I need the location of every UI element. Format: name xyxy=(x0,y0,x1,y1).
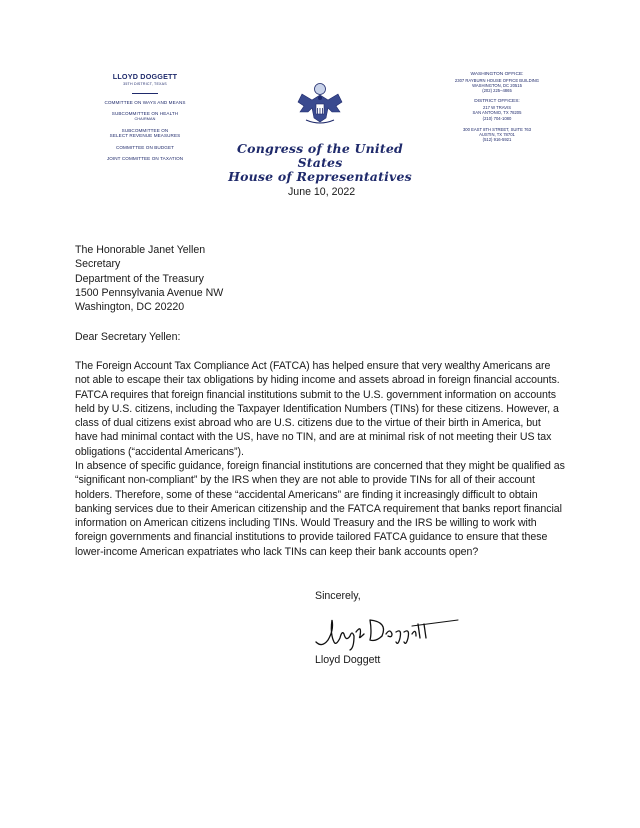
letterhead-right xyxy=(424,72,570,148)
house-line: House of Representatives xyxy=(228,169,412,184)
office-line: AUSTIN, TX 78701 xyxy=(479,132,515,138)
handwritten-signature-icon xyxy=(312,612,462,652)
signer-name: Lloyd Doggett xyxy=(315,654,381,666)
committee-item xyxy=(82,156,208,161)
committee-title: SUBCOMMITTEE ON HEALTH xyxy=(111,111,179,117)
recipient-address xyxy=(75,243,223,314)
office-line: WASHINGTON, DC 20515 xyxy=(472,83,522,88)
salutation: Dear Secretary Yellen: xyxy=(75,331,181,343)
washington-office xyxy=(424,72,570,93)
committee-title: COMMITTEE ON BUDGET xyxy=(115,144,175,150)
letterhead-center xyxy=(220,70,420,184)
office-line: 2307 RAYBURN HOUSE OFFICE BUILDING xyxy=(454,77,540,83)
committee-item xyxy=(82,100,208,105)
office-heading: DISTRICT OFFICES: xyxy=(474,99,520,105)
member-name: LLOYD DOGGETT xyxy=(112,72,178,81)
congress-line: Congress of the United States xyxy=(237,141,403,170)
committee-subtitle: SELECT REVENUE MEASURES xyxy=(109,133,181,139)
body-paragraph: The Foreign Account Tax Compliance Act (FATCA) has helped ensure that very wealthy Americans are not able to escape their tax obligations by hiding income and assets abroad in foreign financial accounts. FATCA requires that foreign financial institutions submit to the U.S. government information on accounts held by U.S. citizens, including the Taxpayer Identification Numbers (TINs) for these citizens. However, a class of dual citizens exist abroad who are U.S. citizens due to the virtue of their birth in America, but have had minimal contact with the US, have no TIN, and are at minimal risk of not meeting their US tax obligations (“accidental Americans”). xyxy=(75,360,560,458)
office-line: 217 W TRAVIS xyxy=(482,105,511,111)
congress-title xyxy=(220,142,420,184)
recipient-line: Department of the Treasury xyxy=(75,272,204,285)
letterhead-left xyxy=(82,72,208,168)
office-heading: WASHINGTON OFFICE: xyxy=(470,72,524,77)
letter-date: June 10, 2022 xyxy=(288,186,356,198)
member-district: 35TH DISTRICT, TEXAS xyxy=(123,82,167,86)
body-paragraph: In absence of specific guidance, foreign financial institutions are concerned that they might be qualified as “significant non-compliant” by the IRS when they are not able to provide TINs for all of their account holders. Therefore, some of these “accidental Americans” are finding it increasingly difficult to obtain banking services due to their American citizenship and the FATCA requirement that banks report financial information on American citizens including TINs. Would Treasury and the IRS be willing to work with foreign governments and financial institutions to provide tailored FATCA guidance to ensure that these lower-income American expatriates who lack TINs can keep their bank accounts open? xyxy=(75,460,565,558)
recipient-line: Washington, DC 20220 xyxy=(75,301,185,314)
divider xyxy=(132,93,158,94)
committee-title: SUBCOMMITTEE ON xyxy=(121,128,169,134)
great-seal-eagle-icon xyxy=(294,82,346,128)
office-phone: (210) 704-1080 xyxy=(482,115,512,121)
recipient-line: Secretary xyxy=(75,258,121,271)
recipient-line: The Honorable Janet Yellen xyxy=(75,244,206,256)
office-line: 300 EAST 8TH STREET, SUITE 763 xyxy=(462,126,532,132)
committee-title: JOINT COMMITTEE ON TAXATION xyxy=(106,156,184,162)
austin-office xyxy=(424,127,570,143)
recipient-line: 1500 Pennsylvania Avenue NW xyxy=(75,286,224,299)
committee-item xyxy=(82,145,208,150)
committee-item xyxy=(82,111,208,122)
closing: Sincerely, xyxy=(315,590,361,602)
committee-title: COMMITTEE ON WAYS AND MEANS xyxy=(104,99,186,105)
committee-role: CHAIRMAN xyxy=(134,116,156,121)
district-office xyxy=(424,99,570,120)
office-line: SAN ANTONIO, TX 78205 xyxy=(472,110,522,116)
committee-item xyxy=(82,128,208,139)
office-phone: (202) 225–4865 xyxy=(482,88,512,94)
office-phone: (512) 916-5921 xyxy=(482,137,512,143)
